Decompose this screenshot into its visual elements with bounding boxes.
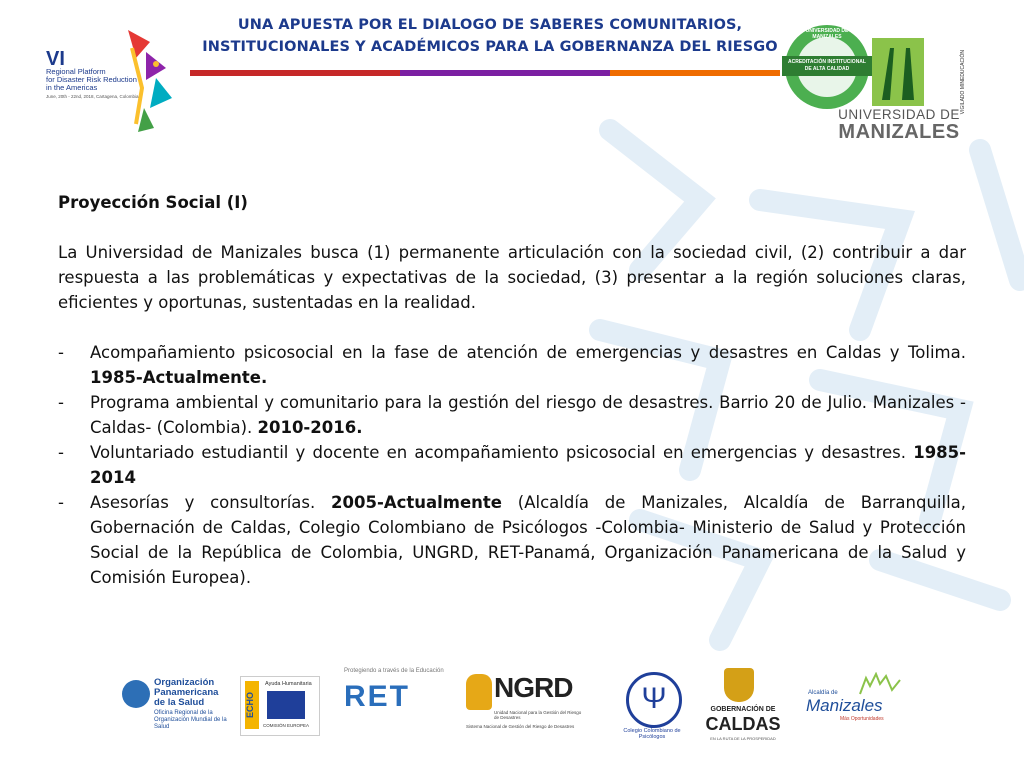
echo-logo	[240, 676, 320, 736]
ret-tagline: Protegiendo a través de la Educación	[344, 668, 444, 674]
echo-word: ECHO	[245, 681, 259, 729]
section-title: Proyección Social (I)	[58, 193, 248, 212]
eu-flag-icon	[267, 691, 305, 719]
list-dash: -	[58, 343, 64, 362]
platform-line2: for Disaster Risk Reduction	[46, 75, 137, 84]
list-item	[58, 390, 966, 440]
list-item	[58, 440, 966, 490]
header-bar-purple	[400, 70, 610, 76]
gob-line1: GOBERNACIÓN DE	[710, 706, 776, 713]
header-title	[190, 14, 790, 58]
platform-dates: June, 20th - 22nd, 2018, Cartagena, Colombia	[46, 94, 139, 99]
header-title-line2: INSTITUCIONALES Y ACADÉMICOS PARA LA GOBERNANZA DEL RIESGO	[202, 39, 778, 55]
main-content	[58, 190, 966, 590]
list-dash: -	[58, 393, 64, 412]
psi-icon: Ψ	[626, 672, 682, 728]
list-dash: -	[58, 493, 64, 512]
ops-line2: Panamericana	[154, 687, 219, 698]
footer-logos	[0, 660, 1024, 760]
ret-logo	[338, 666, 456, 736]
item-text: Voluntariado estudiantil y docente en acompañamiento psicosocial en emergencias y desastres.	[90, 443, 914, 462]
ccp-logo	[612, 668, 692, 740]
alcaldia-line3: Más Oportunidades	[840, 716, 884, 722]
seal-ribbon-text: ACREDITACIÓN INSTITUCIONAL	[788, 59, 866, 65]
item-text: Asesorías y consultorías.	[90, 493, 332, 512]
ngrd-logo	[462, 670, 592, 736]
university-logo-icon	[872, 38, 924, 106]
platform-numeral: VI	[46, 48, 65, 70]
university-name-line2: MANIZALES	[838, 121, 960, 143]
ngrd-sub1: Unidad Nacional para la Gestión del Riesgo de Desastres	[494, 710, 582, 720]
header-bar-orange	[610, 70, 780, 76]
projects-list	[58, 340, 966, 590]
echo-bottom: COMISIÓN EUROPEA	[263, 723, 310, 728]
list-item	[58, 490, 966, 590]
item-after: (Alcaldía de Manizales, Alcaldía de Barranquilla, Gobernación de Caldas, Colegio Colombiano de Psicólogos -Colombia- Ministerio de Salud y Protección Social de la República de Colombia, UNGRD, RET-Panamá, Organización Panamericana de la Salud y Comisión Europea).	[90, 493, 967, 587]
ops-line3: de la Salud	[154, 697, 205, 708]
university-name-line1: UNIVERSIDAD DE	[838, 107, 960, 122]
accreditation-seal	[782, 22, 872, 112]
intro-paragraph: La Universidad de Manizales busca (1) permanente articulación con la sociedad civil, (2) contribuir a dar respuesta a las problemáticas y expectativas de la sociedad, (3) presentar a la región soluciones claras, eficientes y oportunas, sustentadas en la realidad.	[58, 243, 966, 312]
ccp-label: Colegio Colombiano de Psicólogos	[623, 728, 681, 740]
hand-icon	[466, 674, 492, 710]
alcaldia-line2: Manizales	[806, 696, 883, 715]
alcaldia-line1: Alcaldía de	[808, 690, 838, 696]
item-period: 2010-2016.	[257, 418, 363, 437]
gobernacion-logo	[698, 668, 788, 744]
ngrd-word: NGRD	[494, 672, 573, 703]
item-text: Acompañamiento psicosocial en la fase de atención de emergencias y desastres en Caldas y Tolima.	[90, 343, 966, 362]
item-period: 1985-Actualmente.	[90, 368, 268, 387]
university-name	[834, 108, 964, 142]
echo-top: Ayuda Humanitaria	[265, 681, 312, 687]
ngrd-sub2: Sistema Nacional de Gestión del Riesgo de Desastres	[466, 724, 575, 729]
ret-word: RET	[344, 680, 410, 713]
shield-icon	[724, 668, 754, 702]
item-period: 1985-2014	[90, 443, 966, 487]
item-text: Programa ambiental y comunitario para la gestión del riesgo de desastres. Barrio 20 de Julio. Manizales -Caldas- (Colombia).	[90, 393, 966, 437]
gob-line3: EN LA RUTA DE LA PROSPERIDAD	[710, 736, 776, 741]
item-period: 2005-Actualmente	[331, 493, 503, 512]
alcaldia-logo	[800, 672, 910, 732]
ops-sub	[154, 710, 235, 731]
header-title-line1: UNA APUESTA POR EL DIALOGO DE SABERES COMUNITARIOS,	[237, 17, 743, 33]
list-item	[58, 340, 966, 390]
ops-sub2: Organización Mundial de la Salud	[154, 717, 227, 730]
ops-logo	[120, 676, 235, 728]
platform-line3: in the Americas	[46, 83, 98, 92]
ops-name	[154, 678, 218, 708]
ops-line1: Organización	[154, 677, 215, 688]
platform-logo-text	[46, 50, 146, 99]
header-bar-red	[190, 70, 400, 76]
vigilado-note: VIGILADO MINEDUCACIÓN	[960, 50, 966, 115]
seal-ring-text: UNIVERSIDAD DE MANIZALES	[805, 28, 849, 40]
seal-ribbon-text2: DE ALTA CALIDAD	[804, 66, 850, 72]
globe-icon	[122, 680, 150, 708]
ops-sub1: Oficina Regional de la	[154, 710, 213, 716]
list-dash: -	[58, 443, 64, 462]
platform-line1: Regional Platform	[46, 67, 106, 76]
gob-line2: CALDAS	[705, 714, 781, 734]
